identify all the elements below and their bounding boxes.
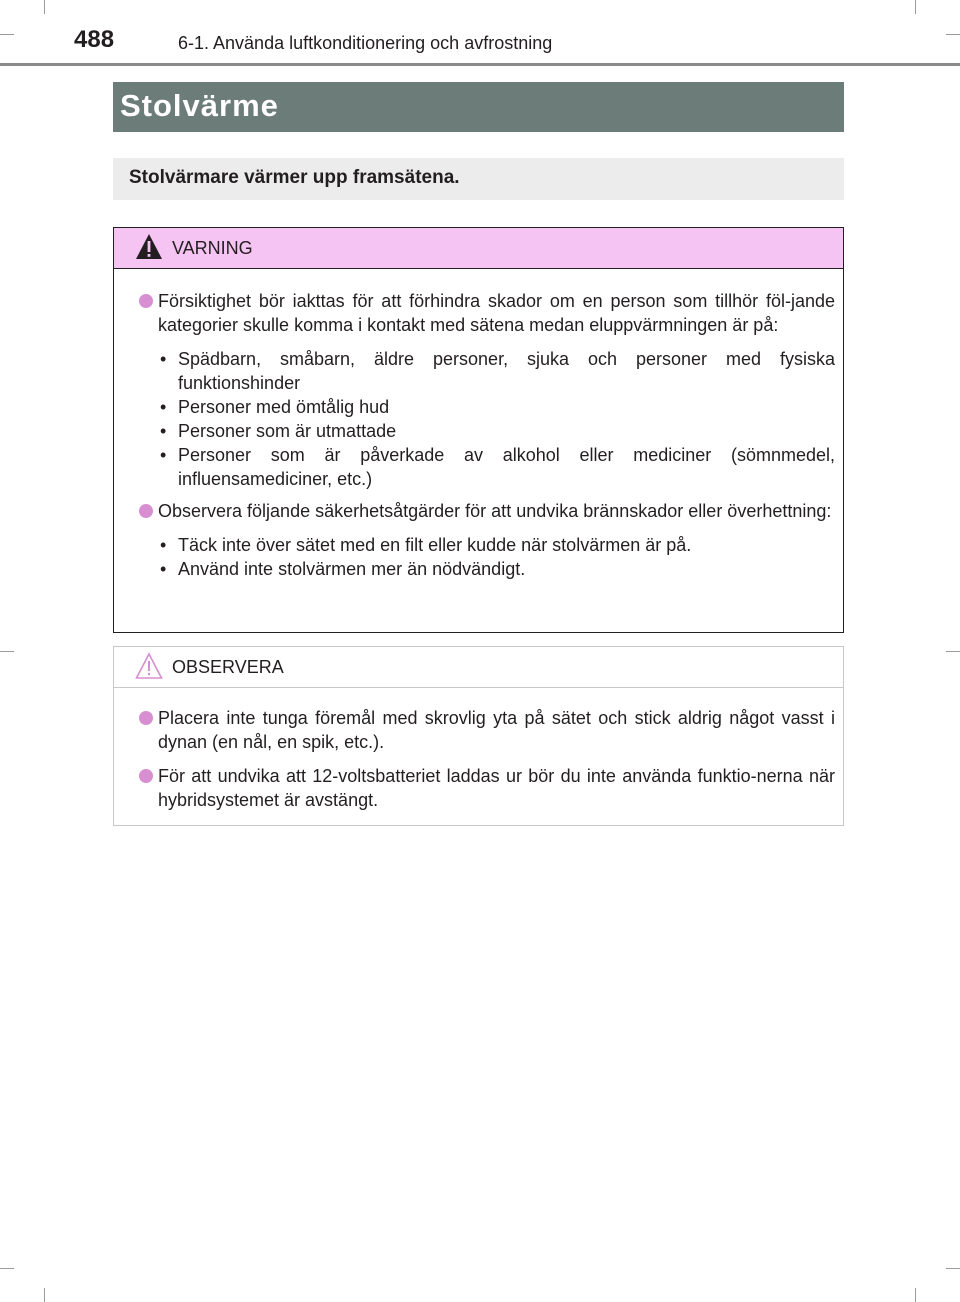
list-item: • Personer med ömtålig hud (158, 395, 835, 419)
warning-sublist (158, 347, 835, 491)
notice-header (114, 647, 843, 688)
summary-text: Stolvärmare värmer upp framsätena. (129, 167, 460, 188)
bullet-dot (139, 294, 153, 308)
list-item: • Täck inte över sätet med en filt eller kudde när stolvärmen är på. (158, 533, 835, 557)
warning-paragraph (139, 289, 835, 337)
notice-title: OBSERVERA (172, 657, 284, 677)
crop-mark (44, 1288, 45, 1302)
crop-mark (0, 651, 14, 652)
notice-box (113, 646, 844, 826)
notice-paragraph (139, 706, 835, 754)
bullet-dot (139, 504, 153, 518)
caution-triangle-icon (135, 652, 163, 680)
warning-triangle-icon (135, 233, 163, 261)
crop-mark (946, 1268, 960, 1269)
warning-paragraph-text: Observera följande säkerhetsåtgärder för att undvika brännskador eller överhettning: (158, 501, 832, 521)
warning-header (114, 228, 843, 269)
chapter-title: 6-1. Använda luftkonditionering och avfrostning (178, 33, 553, 53)
warning-body (114, 269, 843, 581)
list-item: • Personer som är påverkade av alkohol eller mediciner (sömnmedel, influensamediciner, etc.) (158, 443, 835, 491)
crop-mark (946, 651, 960, 652)
crop-mark (915, 1288, 916, 1302)
page-header (0, 0, 960, 68)
crop-mark (0, 1268, 14, 1269)
bullet-dot (139, 769, 153, 783)
header-rule (0, 63, 960, 66)
warning-paragraph (139, 499, 835, 523)
notice-paragraph-text: Placera inte tunga föremål med skrovlig yta på sätet och stick aldrig något vasst i dynan (en nål, en spik, etc.). (158, 708, 835, 752)
notice-paragraph-text: För att undvika att 12-voltsbatteriet laddas ur bör du inte använda funktio-nerna när hybridsystemet är avstängt. (158, 766, 835, 810)
section-title-banner (113, 82, 844, 132)
warning-paragraph-text: Försiktighet bör iakttas för att förhindra skador om en person som tillhör föl-jande kategorier skulle komma i kontakt med sätena medan eluppvärmningen är på: (158, 291, 835, 335)
list-item: • Spädbarn, småbarn, äldre personer, sjuka och personer med fysiska funktionshinder (158, 347, 835, 395)
bullet-dot (139, 711, 153, 725)
notice-paragraph (139, 764, 835, 812)
section-title: Stolvärme (120, 88, 279, 123)
warning-sublist (158, 533, 835, 581)
warning-title: VARNING (172, 238, 253, 258)
warning-box (113, 227, 844, 633)
list-item: • Personer som är utmattade (158, 419, 835, 443)
list-item: • Använd inte stolvärmen mer än nödvändigt. (158, 557, 835, 581)
section-summary (113, 158, 844, 200)
notice-body (114, 688, 843, 812)
page-number: 488 (74, 26, 115, 53)
